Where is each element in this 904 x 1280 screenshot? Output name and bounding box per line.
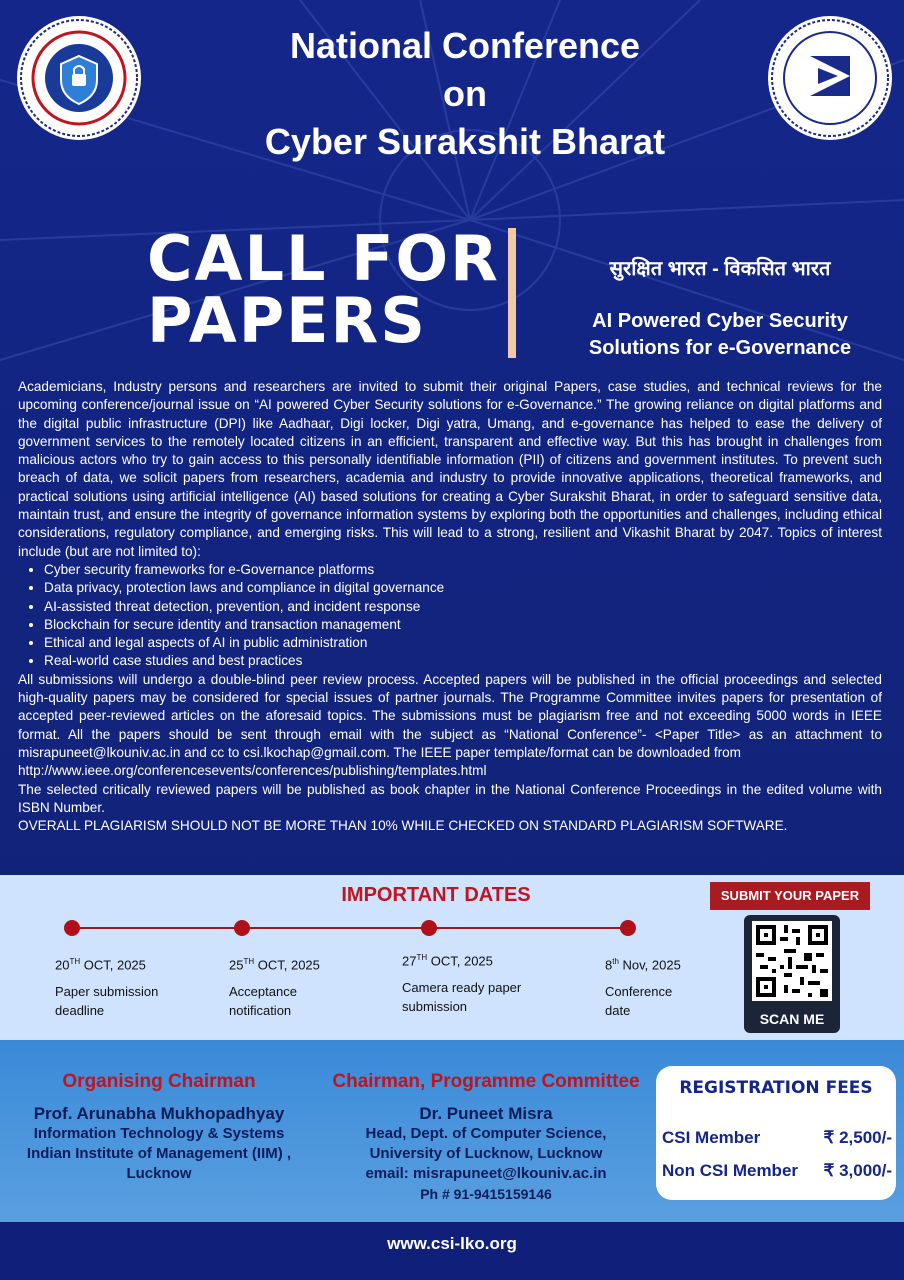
organising-chairman — [4, 1071, 314, 1184]
registration-fees-card — [656, 1066, 896, 1200]
topic-item: • AI-assisted threat detection, prevention, and incident response — [44, 598, 882, 616]
date-value: 20TH OCT, 2025 — [55, 957, 146, 973]
programme-committee-chairman — [316, 1071, 656, 1204]
pc-chairman-name: Dr. Puneet Misra — [419, 1104, 553, 1123]
topic-item: • Data privacy, protection laws and compliance in digital governance — [44, 579, 882, 597]
cyber-surakshit-bharat-logo — [17, 16, 141, 140]
organising-chairman-heading: Organising Chairman — [62, 1071, 256, 1092]
submit-paper-button[interactable]: SUBMIT YOUR PAPER — [710, 882, 870, 910]
fee-amount: ₹ 2,500/- — [823, 1128, 892, 1147]
timeline-dot — [421, 920, 437, 936]
cfp-line-2: PAPERS — [147, 284, 427, 357]
topic-item: • Ethical and legal aspects of AI in public administration — [44, 634, 882, 652]
pc-chairman-phone: Ph # 91-9415159146 — [420, 1186, 552, 1202]
topic-item: • Cyber security frameworks for e-Governance platforms — [44, 561, 882, 579]
date-label: Conference date — [605, 984, 673, 1019]
cfp-divider — [508, 228, 516, 358]
template-link[interactable]: http://www.ieee.org/conferencesevents/conferences/publishing/templates.html — [18, 763, 487, 779]
cfp-line-1: CALL FOR — [147, 222, 500, 295]
date-value: 8th Nov, 2025 — [605, 957, 681, 973]
pc-chairman-dept: Head, Dept. of Computer Science, — [365, 1125, 607, 1142]
fee-amount: ₹ 3,000/- — [823, 1161, 892, 1180]
qr-code-card[interactable] — [744, 915, 840, 1033]
fee-label: Non CSI Member — [662, 1161, 799, 1180]
date-item — [229, 952, 389, 1020]
fee-row — [662, 1161, 892, 1181]
hindi-tagline: सुरक्षित भारत - विकसित भारत — [609, 258, 831, 280]
qr-code[interactable] — [752, 921, 832, 1001]
publication-paragraph: The selected critically reviewed papers will be published as book chapter in the National Conference Proceedings in the edited volume with ISBN Number. — [18, 781, 882, 815]
csi-logo — [768, 16, 892, 140]
organising-chairman-name: Prof. Arunabha Mukhopadhyay — [33, 1104, 285, 1123]
registration-fees-heading: REGISTRATION FEES — [679, 1078, 873, 1098]
title-line-3: Cyber Surakshit Bharat — [264, 121, 666, 162]
timeline-dot — [234, 920, 250, 936]
date-value: 25TH OCT, 2025 — [229, 957, 320, 973]
theme-line-1: AI Powered Cyber Security — [592, 310, 848, 332]
date-label: Paper submission deadline — [55, 984, 159, 1019]
organising-chairman-dept: Information Technology & Systems — [33, 1125, 285, 1142]
timeline-line — [72, 927, 628, 929]
fee-row — [662, 1128, 892, 1148]
scan-me-label: SCAN ME — [759, 1011, 825, 1027]
intro-paragraph: Academicians, Industry persons and researchers are invited to submit their original Papers, case studies, and technical reviews for the upcoming conference/journal issue on “AI powered Cyber Security solutions for e-Governance.” The growing reliance on digital platforms and the digital public infrastructure (DPI) like Aadhaar, Digi locker, Digi yatra, Umang, and e-governance has helped to ease the delivery of government services to the remotely located citizens in an efficient, transparent and effective way. But this has brought in challenges from malicious actors who try to gain access to this personally identifiable information (PII) of citizens and government institutes. To prevent such breach of data, we solicit papers from researchers, academia and industry to provide innovative applications, theoretical frameworks, and practical solutions using artificial intelligence (AI) based solutions for creating a Cyber Surakshit Bharat, in order to safeguard sensitive data, maintain trust, and ensure the integrity of governance information systems by exploring both the opportunities and challenges, including ethical considerations, regulatory compliance, and emerging risks. This will lead to a strong, resilient and Vikashit Bharat by 2047. Topics of interest include (but are not limited to): — [18, 379, 882, 559]
organising-chairman-city: Lucknow — [126, 1165, 192, 1182]
date-value: 27TH OCT, 2025 — [402, 953, 493, 969]
title-line-1: National Conference — [289, 25, 641, 66]
pc-chairman-email[interactable]: email: misrapuneet@lkouniv.ac.in — [365, 1165, 607, 1182]
date-item — [55, 952, 215, 1020]
organising-chairman-institute: Indian Institute of Management (IIM) , — [26, 1145, 292, 1162]
important-dates-heading: IMPORTANT DATES — [341, 884, 531, 906]
pc-chairman-university: University of Lucknow, Lucknow — [369, 1145, 603, 1162]
date-label: Acceptance notification — [229, 984, 297, 1019]
call-for-papers-heading — [147, 222, 500, 357]
call-body — [18, 378, 882, 835]
website-link[interactable]: www.csi-lko.org — [387, 1234, 517, 1253]
date-label: Camera ready paper submission — [402, 980, 522, 1015]
date-item — [605, 952, 715, 1020]
timeline-dot — [64, 920, 80, 936]
timeline-dot — [620, 920, 636, 936]
theme-line-2: Solutions for e-Governance — [588, 337, 852, 359]
topic-item: • Blockchain for secure identity and transaction management — [44, 616, 882, 634]
pc-chairman-heading: Chairman, Programme Committee — [332, 1071, 640, 1092]
topic-item: • Real-world case studies and best practices — [44, 652, 882, 670]
topics-list — [18, 561, 882, 671]
fee-label: CSI Member — [662, 1128, 761, 1147]
plagiarism-notice: OVERALL PLAGIARISM SHOULD NOT BE MORE THAN 10% WHILE CHECKED ON STANDARD PLAGIARISM SOFTWARE. — [18, 818, 788, 834]
conference-theme — [560, 308, 880, 362]
title-line-2: on — [443, 73, 487, 114]
conference-title — [200, 22, 730, 166]
website-footer — [0, 1222, 904, 1280]
date-item — [402, 948, 562, 1016]
review-paragraph: All submissions will undergo a double-blind peer review process. Accepted papers will be published in the official proceedings and selected high-quality papers may be considered for special issues of partner journals. The Programme Committee invites papers for presentation of accepted peer-reviewed articles on the aforesaid topics. The submissions must be plagiarism free and not exceeding 5000 words in IEEE format. All the papers should be sent through email with the subject as “National Conference”- <Paper Title> as an attachment to misrapuneet@lkouniv.ac.in and cc to csi.lkochap@gmail.com. The IEEE paper template/format can be downloaded from — [18, 671, 882, 760]
